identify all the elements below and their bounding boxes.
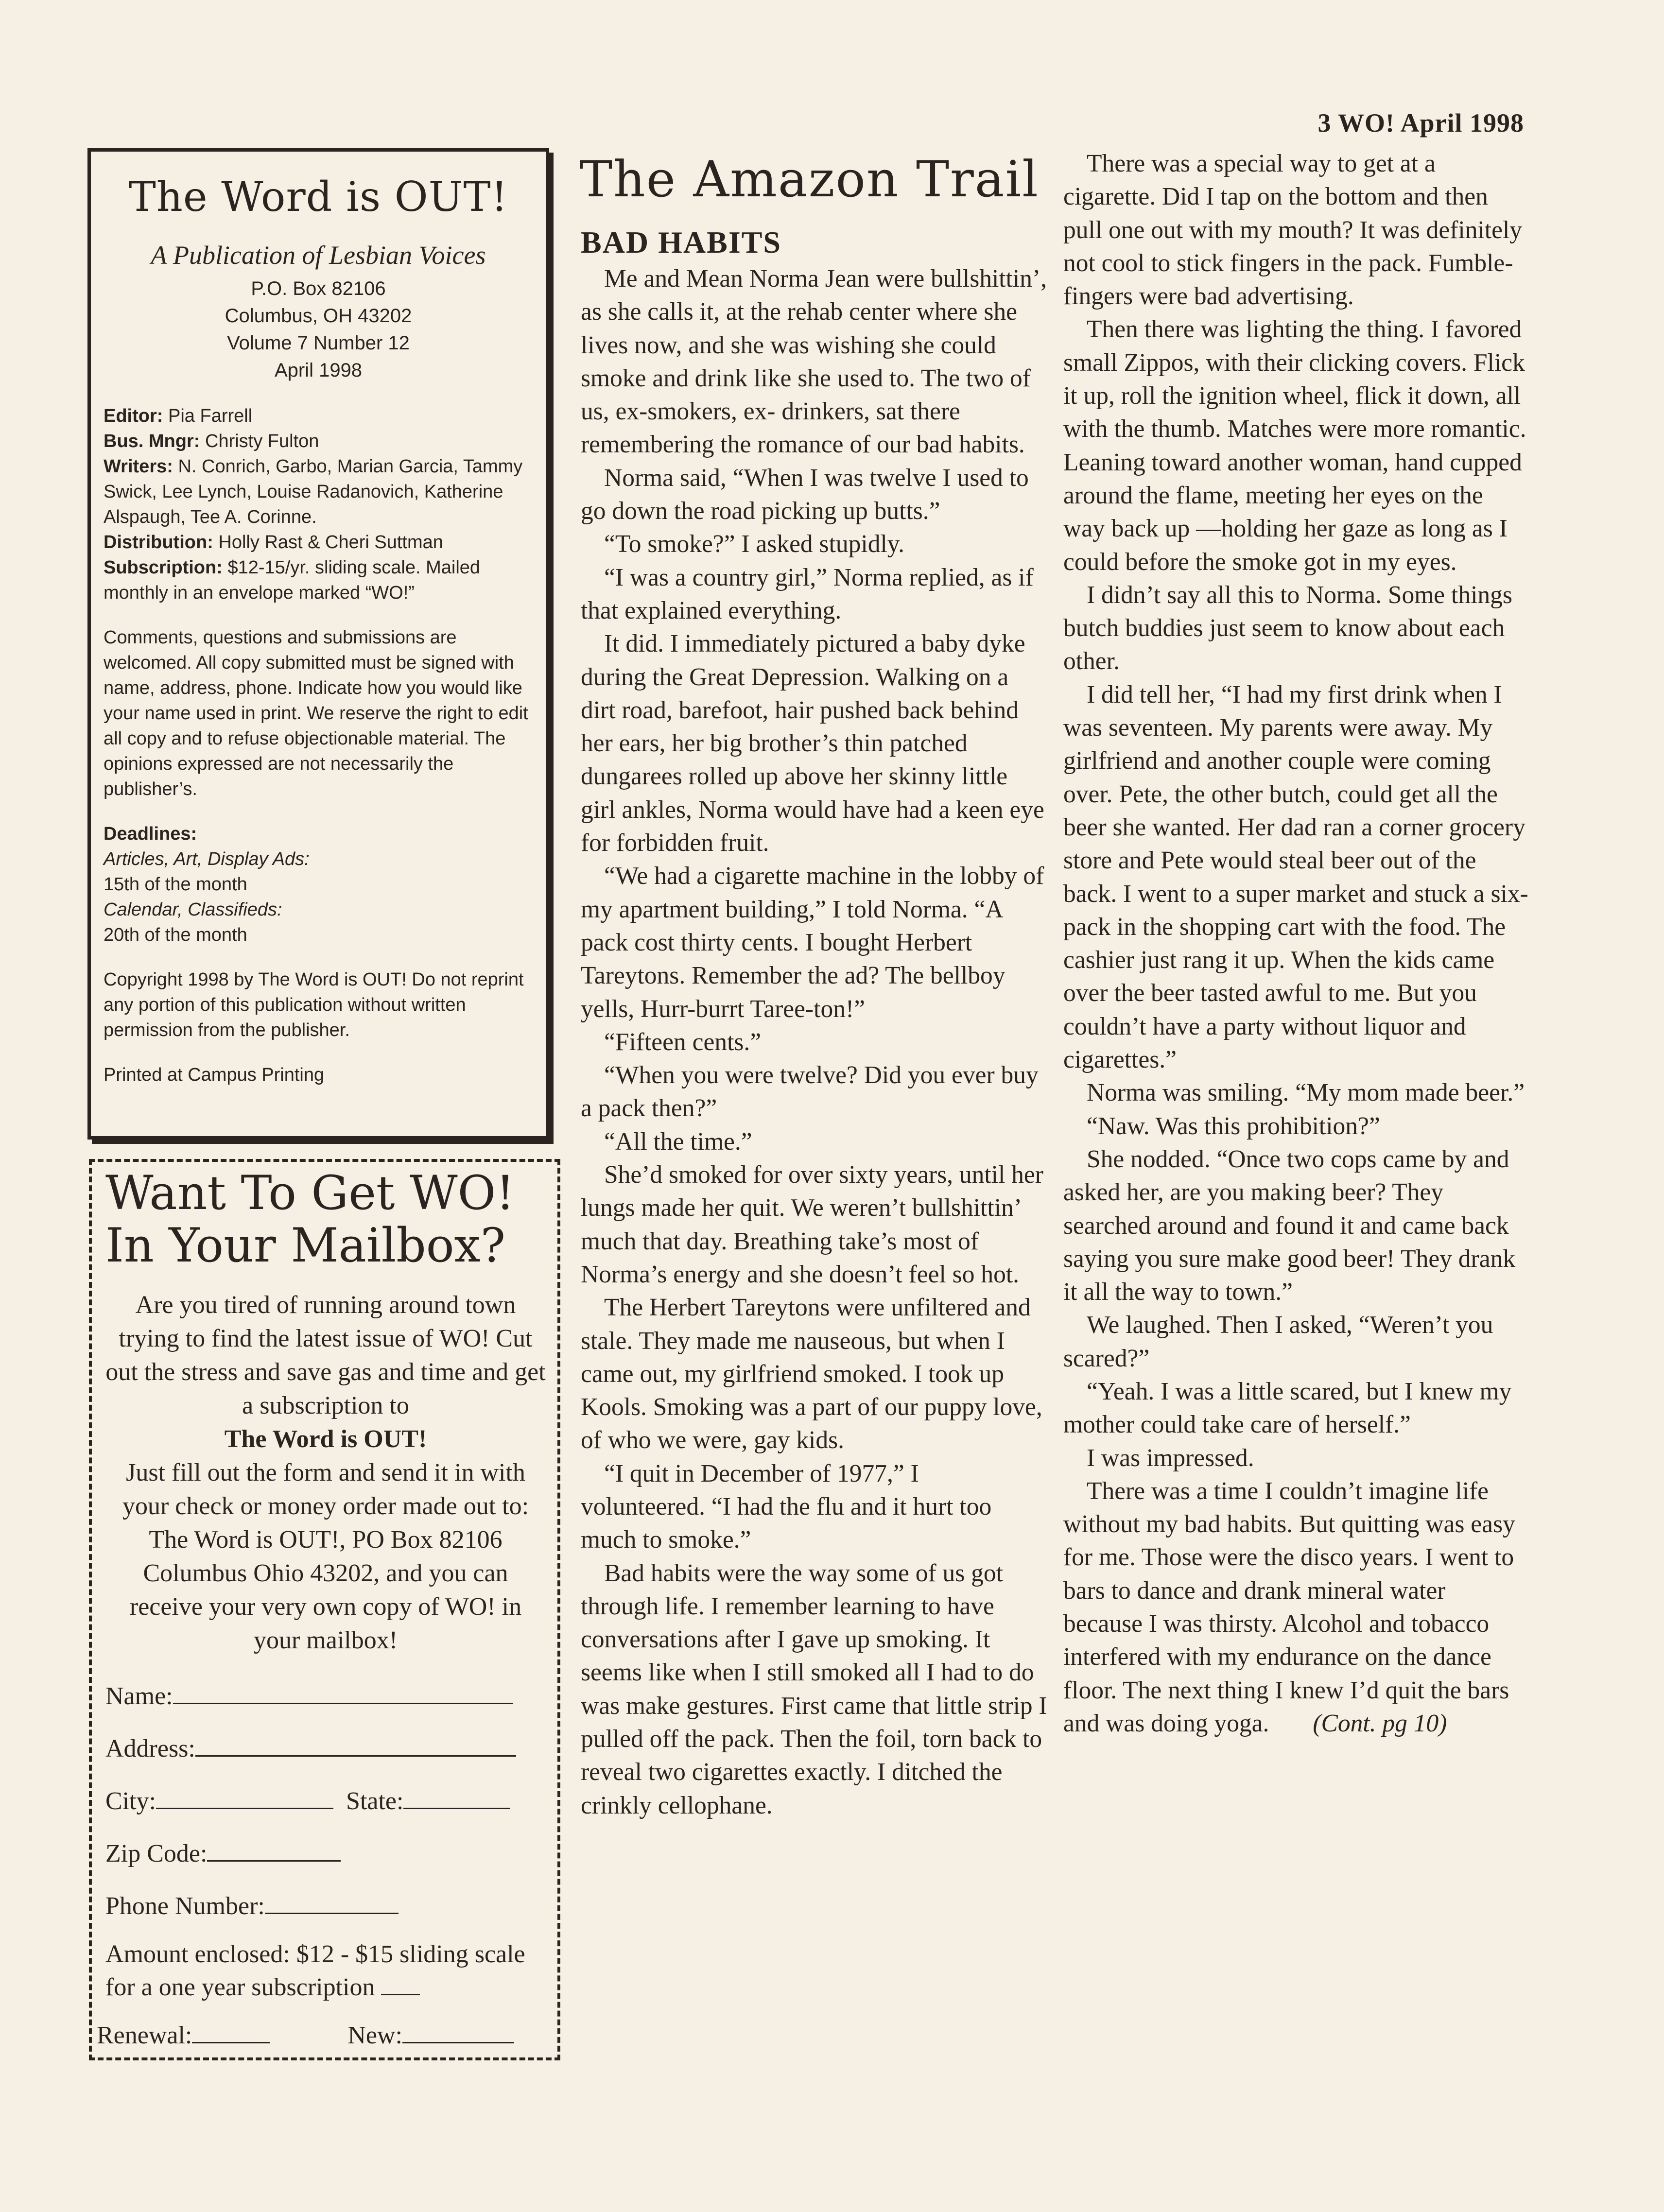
deadline-when: 20th of the month [104, 925, 247, 945]
article-column-middle [581, 262, 1047, 1822]
phone-field[interactable] [265, 1889, 399, 1914]
article-paragraph: “Fifteen cents.” [604, 1028, 762, 1056]
subscription-form [97, 1679, 546, 2057]
staff-editor: Editor: Pia Farrell [104, 406, 253, 426]
article-paragraph: We laughed. Then I asked, “Weren’t you scared?” [1063, 1311, 1493, 1372]
article-paragraph: Bad habits were the way some of us got through life. I remember learning to have conversations after I gave up smoking. It seems like when I still smoked all I had to do was make gestures. First came that little strip I pulled off the pack. Then the foil, torn back to reveal two cigarettes exactly. I ditched the crinkly cellophane. [581, 1559, 1047, 1819]
amount-field[interactable] [381, 1974, 420, 1995]
article-title: The Amazon Trail [579, 151, 1039, 208]
form-row-phone [105, 1889, 546, 1942]
name-field[interactable] [173, 1679, 513, 1704]
article-paragraph: Norma was smiling. “My mom made beer.” [1087, 1079, 1525, 1107]
article-paragraph: There was a time I couldn’t imagine life without my bad habits. But quitting was easy for me. Those were the disco years. I went to bars to dance and drank mineral water because I was thirsty. Alcohol and tobacco interfered with my endurance on the dance floor. The next thing I knew I’d quit the bars and was doing yoga. (Cont. pg 10) [1063, 1477, 1515, 1737]
continued-note: (Cont. pg 10) [1313, 1709, 1447, 1737]
article-subtitle: BAD HABITS [581, 225, 781, 259]
article-paragraph: I didn’t say all this to Norma. Some things butch buddies just seem to know about each other. [1063, 581, 1512, 675]
masthead-box [87, 148, 549, 1140]
new-label: New: [347, 2022, 403, 2049]
form-row-city-state [105, 1784, 546, 1837]
name-label: Name: [105, 1682, 173, 1710]
article-paragraph: It did. I immediately pictured a baby dyke during the Great Depression. Walking on a dirt road, barefoot, hair pushed back behind her ears, her big brother’s thin patched dungarees rolled up above her skinny little girl ankles, Norma would have had a keen eye for forbidden fruit. [581, 630, 1044, 857]
renewal-checkbox[interactable] [192, 2019, 270, 2043]
staff-distribution: Distribution: Holly Rast & Cheri Suttman [104, 532, 443, 553]
form-row-amount [105, 1938, 546, 2004]
masthead-title: The Word is OUT! [128, 173, 508, 221]
deadline-when: 15th of the month [104, 874, 247, 895]
article-paragraph: “I quit in December of 1977,” I volunteered. “I had the flu and it hurt too much to smoke.” [581, 1459, 992, 1554]
article-paragraph: She nodded. “Once two cops came by and asked her, are you making beer? They searched around and found it and came back saying you sure make good beer! They drank it all the way to town.” [1063, 1145, 1516, 1306]
deadlines [104, 821, 533, 948]
state-field[interactable] [403, 1784, 510, 1809]
zip-field[interactable] [207, 1837, 341, 1862]
article-paragraph: “Yeah. I was a little scared, but I knew my mother could take care of herself.” [1063, 1377, 1512, 1439]
article-column-right [1063, 147, 1530, 1740]
form-row-name [105, 1679, 546, 1732]
city-label: City: [105, 1787, 156, 1815]
form-row-address [105, 1732, 546, 1784]
article-paragraph: I was impressed. [1087, 1444, 1254, 1472]
new-checkbox[interactable] [402, 2019, 514, 2043]
phone-label: Phone Number: [105, 1892, 265, 1920]
deadlines-label: Deadlines: [104, 824, 197, 844]
amount-label: Amount enclosed: $12 - $15 sliding scale for a one year subscription [105, 1940, 525, 2001]
subscription-body: Are you tired of running around town trying to find the latest issue of WO! Cut out the stress and save gas and time and get a subscription to The Word is OUT! Just fill out the form and send it in with your check or money order made out to: The Word is OUT!, PO Box 82106 Columbus Ohio 43202, and you can receive your very own copy of WO! in your mailbox! [105, 1291, 546, 1654]
article-paragraph: I did tell her, “I had my first drink when I was seventeen. My parents were away. My girlfriend and another couple were coming over. Pete, the other butch, could get all the beer she wanted. Her dad ran a corner grocery store and Pete would steal beer out of the back. I went to a super market and stuck a six-pack in the shopping cart with the food. The cashier just rang it up. When the kids came over the beer tasted awful to me. But you couldn’t have a party without liquor and cigarettes.” [1063, 680, 1528, 1074]
article-paragraph: “When you were twelve? Did you ever buy a pack then?” [581, 1061, 1039, 1123]
article-paragraph: Norma said, “When I was twelve I used to go down the road picking up butts.” [581, 464, 1029, 525]
article-paragraph: “I was a country girl,” Norma replied, as if that explained everything. [581, 563, 1034, 624]
comments-policy: Comments, questions and submissions are welcomed. All copy submitted must be signed with name, address, phone. Indicate how you would like your name used in print. We reserve the right to edit all copy and to refuse objectionable material. The opinions expressed are not necessarily the publisher’s. [104, 627, 528, 799]
staff-subscription: Subscription: $12-15/yr. sliding scale. Mailed monthly in an envelope marked “WO!” [104, 557, 481, 603]
article-paragraph: She’d smoked for over sixty years, until her lungs made her quit. We weren’t bullshittin’ much that day. Breathing take’s most of Norma’s energy and she doesn’t feel so hot. [581, 1161, 1043, 1288]
address-field[interactable] [195, 1732, 516, 1757]
article-paragraph: “All the time.” [604, 1127, 752, 1156]
address-line: Columbus, OH 43202 [225, 305, 412, 327]
deadline-what: Calendar, Classifieds: [104, 899, 282, 920]
address-line: P.O. Box 82106 [251, 278, 386, 299]
article-paragraph: Then there was lighting the thing. I favored small Zippos, with their clicking covers. Flick it up, roll the ignition wheel, flick it down, all with the thumb. Matches were more romantic. Leaning toward another woman, hand cupped around the flame, meeting her eyes on the way back up —holding her gaze as long as I could before the smoke got in my eyes. [1063, 315, 1526, 576]
renewal-label: Renewal: [97, 2022, 192, 2049]
city-field[interactable] [156, 1784, 333, 1809]
address-line: April 1998 [274, 360, 363, 381]
article-paragraph: “Naw. Was this prohibition?” [1087, 1112, 1380, 1140]
article-paragraph: “We had a cigarette machine in the lobby of my apartment building,” I told Norma. “A pack cost thirty cents. I bought Herbert Tareytons. Remember the ad? The bellboy yells, Hurr-burrt Taree-ton!” [581, 862, 1044, 1023]
article-paragraph: “To smoke?” I asked stupidly. [604, 530, 905, 558]
address-line: Volume 7 Number 12 [227, 332, 410, 354]
staff-list [104, 403, 533, 605]
page-header: 3 WO! April 1998 [1317, 108, 1524, 138]
form-row-zip [105, 1837, 546, 1889]
state-label: State: [346, 1787, 404, 1815]
address-label: Address: [105, 1735, 195, 1763]
zip-label: Zip Code: [105, 1840, 208, 1867]
copyright: Copyright 1998 by The Word is OUT! Do not reprint any portion of this publication without written permission from the publisher. [104, 969, 524, 1040]
subscription-title: Want To Get WO! In Your Mailbox? [105, 1166, 515, 1273]
subscription-coupon [89, 1159, 560, 2060]
deadline-what: Articles, Art, Display Ads: [104, 849, 310, 869]
staff-writers: Writers: N. Conrich, Garbo, Marian Garcia, Tammy Swick, Lee Lynch, Louise Radanovich, Katherine Alspaugh, Tee A. Corinne. [104, 456, 523, 527]
masthead-subtitle: A Publication of Lesbian Voices [151, 241, 486, 270]
article-paragraph: Me and Mean Norma Jean were bullshittin’, as she calls it, at the rehab center where she lives now, and she was wishing she could smoke and drink like she used to. The two of us, ex-smokers, ex- drinkers, sat there remembering the romance of our bad habits. [581, 265, 1047, 459]
article-paragraph: The Herbert Tareytons were unfiltered and stale. They made me nauseous, but when I came out, my girlfriend smoked. I took up Kools. Smoking was a part of our puppy love, of who we were, gay kids. [581, 1294, 1042, 1454]
staff-business-manager: Bus. Mngr: Christy Fulton [104, 431, 319, 451]
printer: Printed at Campus Printing [104, 1065, 325, 1085]
form-row-renewal-new [97, 2019, 546, 2057]
masthead-address [104, 275, 533, 384]
article-paragraph: There was a special way to get at a cigarette. Did I tap on the bottom and then pull one out with my mouth? It was definitely not cool to stick fingers in the pack. Fumble-fingers were bad advertising. [1063, 150, 1523, 311]
